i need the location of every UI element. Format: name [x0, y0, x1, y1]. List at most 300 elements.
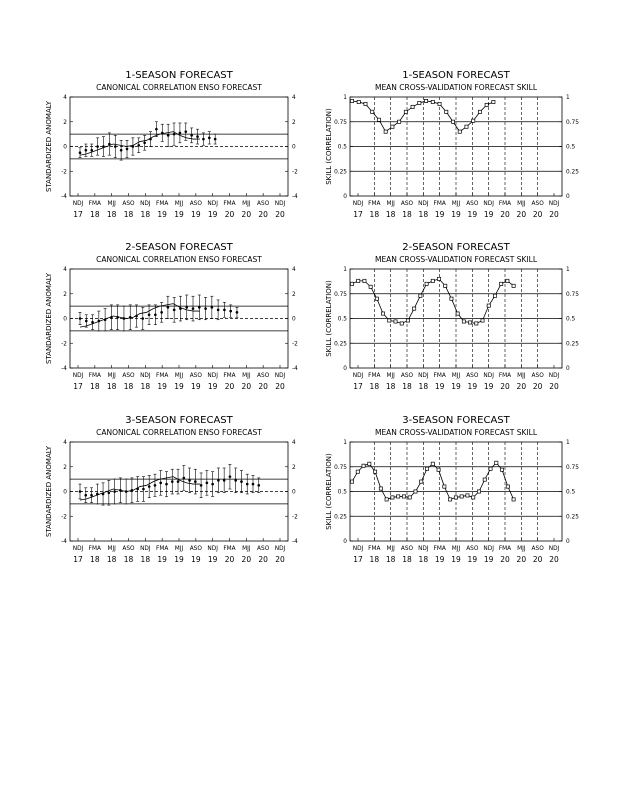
x-tick-label: NDJ — [72, 373, 84, 379]
chart-subtitle: MEAN CROSS-VALIDATION FORECAST SKILL — [374, 83, 538, 92]
x-year-label: 19 — [174, 210, 184, 219]
skill-point — [478, 110, 481, 113]
forecast-point — [85, 149, 88, 152]
chart-panel-5 — [45, 415, 298, 564]
forecast-point — [211, 483, 214, 486]
skill-point — [404, 110, 407, 113]
forecast-point — [136, 488, 139, 491]
skill-point — [500, 282, 503, 285]
forecast-point — [167, 134, 170, 137]
forecast-point — [104, 318, 107, 321]
forecast-point — [120, 149, 123, 152]
skill-point — [477, 490, 480, 493]
x-year-label: 18 — [140, 555, 151, 564]
skill-point — [460, 495, 463, 498]
x-tick-label: MJJ — [517, 373, 526, 379]
forecast-point — [204, 307, 207, 310]
y-tick-label: 0.5 — [337, 489, 347, 496]
x-tick-label: MJJ — [451, 201, 461, 207]
x-tick-label: NDJ — [72, 201, 84, 207]
x-year-label: 20 — [500, 555, 510, 564]
x-year-label: 18 — [90, 555, 100, 564]
skill-point — [466, 494, 469, 497]
x-tick-label: FMA — [88, 201, 101, 207]
y-tick-label-right: 2 — [292, 464, 296, 471]
y-tick-label: 4 — [63, 267, 67, 273]
forecast-point — [154, 313, 157, 316]
chart-title: 3-SEASON FORECAST — [125, 415, 233, 426]
x-year-label: 20 — [258, 382, 268, 391]
x-tick-label: FMA — [368, 546, 381, 552]
y-tick-label: 4 — [63, 95, 67, 101]
x-tick-label: ASO — [122, 546, 135, 552]
forecast-point — [246, 483, 249, 486]
skill-point — [397, 495, 400, 498]
forecast-point — [173, 133, 176, 136]
x-year-label: 18 — [385, 210, 396, 219]
skill-point — [506, 485, 509, 488]
observed-line — [80, 477, 200, 501]
y-tick-label-right: 0.5 — [566, 489, 576, 496]
x-tick-label: MJJ — [451, 373, 461, 379]
x-tick-label: MJJ — [517, 546, 526, 552]
x-tick-label: MJJ — [517, 201, 526, 207]
forecast-point — [206, 482, 209, 485]
y-tick-label: 0.5 — [337, 316, 347, 323]
forecast-point — [223, 309, 226, 312]
x-year-label: 20 — [549, 210, 559, 219]
y-tick-label: 1 — [343, 95, 347, 101]
x-year-label: 20 — [275, 210, 285, 219]
skill-point — [506, 279, 509, 282]
skill-point — [445, 110, 448, 113]
forecast-point — [200, 484, 203, 487]
y-tick-label-right: 0.25 — [566, 169, 579, 176]
x-tick-label: NDJ — [140, 546, 151, 552]
skill-point — [449, 498, 452, 501]
x-tick-label: NDJ — [274, 546, 286, 552]
y-tick-label-right: 0 — [292, 316, 296, 323]
x-tick-label: FMA — [156, 373, 169, 379]
x-tick-label: NDJ — [72, 546, 84, 552]
forecast-point — [177, 480, 180, 483]
forecast-point — [79, 490, 82, 493]
x-tick-label: MJJ — [386, 373, 395, 379]
forecast-point — [96, 493, 99, 496]
forecast-point — [148, 313, 151, 316]
forecast-point — [179, 307, 182, 310]
skill-point — [438, 102, 441, 105]
y-tick-label-right: -4 — [292, 366, 298, 372]
x-tick-label: ASO — [257, 546, 270, 552]
forecast-point — [125, 490, 128, 493]
forecast-point — [141, 317, 144, 320]
skill-point — [371, 110, 374, 113]
chart-title: 2-SEASON FORECAST — [402, 242, 510, 253]
forecast-point — [143, 141, 146, 144]
skill-point — [492, 100, 495, 103]
forecast-point — [240, 480, 243, 483]
y-axis-label: SKILL (CORRELATION) — [325, 280, 333, 357]
forecast-point — [149, 138, 152, 141]
y-tick-label-right: 0 — [292, 144, 296, 151]
skill-point — [413, 307, 416, 310]
x-tick-label: ASO — [400, 546, 414, 552]
x-tick-label: MJJ — [386, 546, 395, 552]
forecast-point — [229, 310, 232, 313]
y-tick-label-right: -2 — [292, 341, 298, 348]
skill-point — [495, 461, 498, 464]
skill-line — [352, 279, 514, 324]
x-tick-label: ASO — [466, 546, 479, 552]
x-year-label: 19 — [483, 210, 494, 219]
skill-point — [388, 319, 391, 322]
skill-point — [431, 462, 434, 465]
skill-point — [414, 490, 417, 493]
skill-point — [363, 279, 366, 282]
x-year-label: 19 — [434, 555, 445, 564]
y-tick-label-right: 4 — [292, 440, 296, 446]
forecast-point — [236, 311, 239, 314]
x-year-label: 20 — [516, 555, 527, 564]
skill-point — [350, 480, 353, 483]
forecast-point — [171, 480, 174, 483]
x-tick-label: FMA — [368, 373, 381, 379]
x-year-label: 18 — [402, 555, 412, 564]
x-tick-label: ASO — [257, 201, 270, 207]
x-year-label: 18 — [140, 382, 151, 391]
forecast-point — [131, 489, 134, 492]
x-tick-label: NDJ — [352, 373, 364, 379]
x-year-label: 20 — [258, 210, 268, 219]
skill-point — [489, 467, 492, 470]
y-tick-label-right: 0.25 — [566, 514, 579, 521]
x-year-label: 20 — [224, 382, 235, 391]
chart-panel-2 — [325, 70, 579, 219]
y-tick-label-right: 1 — [566, 267, 570, 273]
y-tick-label: 4 — [63, 440, 67, 446]
x-year-label: 19 — [483, 555, 494, 564]
forecast-point — [148, 485, 151, 488]
forecast-point — [155, 128, 158, 131]
chart-panel-4 — [325, 242, 579, 391]
forecast-point — [257, 484, 260, 487]
x-tick-label: NDJ — [274, 201, 286, 207]
skill-point — [451, 120, 454, 123]
y-tick-label-right: 0.5 — [566, 144, 576, 151]
forecast-point — [91, 321, 94, 324]
chart-subtitle: MEAN CROSS-VALIDATION FORECAST SKILL — [374, 428, 538, 437]
forecast-point — [79, 317, 82, 320]
x-year-label: 20 — [500, 382, 510, 391]
forecast-point — [202, 138, 205, 141]
x-year-label: 20 — [516, 210, 527, 219]
x-tick-label: MJJ — [107, 201, 116, 207]
x-year-label: 17 — [353, 555, 363, 564]
x-tick-label: FMA — [88, 373, 101, 379]
y-tick-label: 2 — [63, 119, 67, 126]
x-tick-label: NDJ — [483, 201, 494, 207]
x-tick-label: ASO — [400, 373, 414, 379]
y-tick-label: 0.75 — [334, 119, 347, 126]
chart-panel-1 — [45, 70, 298, 219]
forecast-point — [182, 477, 185, 480]
y-tick-label: 0.75 — [334, 464, 347, 471]
x-year-label: 19 — [174, 555, 184, 564]
skill-point — [362, 464, 365, 467]
x-year-label: 20 — [549, 382, 559, 391]
x-tick-label: MJJ — [107, 546, 116, 552]
x-tick-label: ASO — [400, 201, 414, 207]
x-tick-label: NDJ — [352, 201, 364, 207]
x-tick-label: FMA — [433, 373, 446, 379]
x-year-label: 19 — [451, 382, 461, 391]
x-year-label: 18 — [402, 382, 412, 391]
skill-point — [468, 321, 471, 324]
skill-point — [418, 101, 421, 104]
x-tick-label: FMA — [498, 373, 512, 379]
x-tick-label: ASO — [122, 373, 135, 379]
skill-point — [350, 99, 353, 102]
x-tick-label: NDJ — [548, 546, 560, 552]
x-tick-label: FMA — [368, 201, 381, 207]
x-year-label: 18 — [369, 210, 380, 219]
forecast-point — [102, 493, 105, 496]
forecast-point — [119, 489, 122, 492]
chart-subtitle: CANONICAL CORRELATION ENSO FORECAST — [96, 255, 262, 264]
skill-point — [462, 320, 465, 323]
forecast-point — [217, 309, 220, 312]
x-tick-label: MJJ — [451, 546, 461, 552]
x-tick-label: NDJ — [207, 546, 218, 552]
forecast-point — [108, 491, 111, 494]
y-tick-label: 0.25 — [334, 341, 347, 348]
y-tick-label-right: 1 — [566, 440, 570, 446]
skill-point — [373, 470, 376, 473]
x-year-label: 20 — [532, 382, 543, 391]
x-year-label: 19 — [191, 382, 201, 391]
y-tick-label-right: 4 — [292, 95, 296, 101]
x-year-label: 18 — [106, 382, 117, 391]
x-tick-label: MJJ — [242, 546, 251, 552]
y-tick-label: -4 — [61, 194, 67, 200]
x-year-label: 20 — [532, 555, 543, 564]
skill-point — [475, 322, 478, 325]
forecast-point — [110, 316, 113, 319]
skill-point — [443, 485, 446, 488]
y-axis-label: SKILL (CORRELATION) — [325, 453, 333, 530]
x-year-label: 20 — [241, 382, 252, 391]
x-tick-label: FMA — [223, 373, 236, 379]
x-year-label: 18 — [402, 210, 412, 219]
x-year-label: 18 — [90, 210, 100, 219]
skill-point — [431, 279, 434, 282]
y-tick-label: 0 — [63, 144, 67, 151]
skill-point — [356, 470, 359, 473]
y-tick-label: 2 — [63, 291, 67, 298]
x-year-label: 19 — [467, 555, 478, 564]
x-year-label: 19 — [157, 555, 167, 564]
x-tick-label: MJJ — [242, 373, 251, 379]
x-year-label: 20 — [258, 555, 268, 564]
forecast-point — [142, 488, 145, 491]
x-year-label: 18 — [418, 210, 429, 219]
x-year-label: 19 — [157, 210, 167, 219]
skill-point — [377, 118, 380, 121]
y-tick-label: 0.25 — [334, 514, 347, 521]
chart-panel-6 — [325, 415, 579, 564]
x-year-label: 19 — [207, 382, 218, 391]
x-tick-label: NDJ — [548, 373, 560, 379]
x-year-label: 19 — [174, 382, 184, 391]
x-tick-label: NDJ — [418, 546, 429, 552]
x-year-label: 18 — [369, 555, 380, 564]
chart-title: 1-SEASON FORECAST — [402, 70, 510, 81]
x-year-label: 19 — [467, 210, 478, 219]
y-tick-label-right: 0 — [292, 489, 296, 496]
skill-point — [385, 498, 388, 501]
forecast-point — [190, 134, 193, 137]
x-tick-label: FMA — [156, 201, 169, 207]
skill-point — [454, 496, 457, 499]
skill-point — [437, 277, 440, 280]
x-tick-label: FMA — [498, 546, 512, 552]
x-tick-label: FMA — [223, 546, 236, 552]
x-tick-label: MJJ — [386, 201, 395, 207]
skill-point — [500, 468, 503, 471]
x-year-label: 20 — [224, 555, 235, 564]
skill-point — [369, 285, 372, 288]
skill-point — [391, 496, 394, 499]
x-year-label: 17 — [353, 210, 363, 219]
x-tick-label: NDJ — [352, 546, 364, 552]
x-tick-label: ASO — [257, 373, 270, 379]
forecast-point — [167, 306, 170, 309]
y-tick-label: 1 — [343, 267, 347, 273]
forecast-point — [188, 479, 191, 482]
skill-point — [400, 322, 403, 325]
chart-subtitle: CANONICAL CORRELATION ENSO FORECAST — [96, 428, 262, 437]
x-year-label: 19 — [467, 382, 478, 391]
forecast-point — [96, 145, 99, 148]
y-tick-label: 2 — [63, 464, 67, 471]
chart-title: 2-SEASON FORECAST — [125, 242, 233, 253]
x-year-label: 18 — [385, 555, 396, 564]
y-tick-label-right: 0 — [566, 539, 570, 545]
x-tick-label: ASO — [466, 201, 479, 207]
skill-point — [357, 100, 360, 103]
forecast-point — [185, 306, 188, 309]
y-tick-label-right: 0.5 — [566, 316, 576, 323]
x-tick-label: ASO — [189, 373, 202, 379]
forecast-point — [214, 138, 217, 141]
x-tick-label: NDJ — [207, 373, 218, 379]
forecast-point — [252, 483, 255, 486]
skill-point — [394, 320, 397, 323]
x-year-label: 17 — [73, 555, 83, 564]
skill-point — [398, 120, 401, 123]
skill-point — [375, 297, 378, 300]
skill-point — [431, 100, 434, 103]
skill-point — [425, 282, 428, 285]
y-tick-label-right: -2 — [292, 514, 298, 521]
skill-point — [381, 312, 384, 315]
x-tick-label: MJJ — [174, 201, 184, 207]
forecast-point — [126, 148, 129, 151]
x-tick-label: NDJ — [548, 201, 560, 207]
skill-point — [368, 462, 371, 465]
x-year-label: 19 — [434, 382, 445, 391]
x-year-label: 20 — [275, 555, 285, 564]
y-tick-label-right: 0.75 — [566, 464, 579, 471]
y-axis-label: STANDARDIZED ANOMALY — [45, 445, 53, 538]
skill-point — [419, 294, 422, 297]
skill-point — [485, 103, 488, 106]
y-tick-label: 0 — [63, 316, 67, 323]
x-year-label: 18 — [385, 382, 396, 391]
forecast-point — [165, 483, 168, 486]
y-tick-label: 0 — [343, 539, 347, 545]
forecast-point — [114, 145, 117, 148]
x-tick-label: ASO — [531, 546, 544, 552]
x-tick-label: NDJ — [140, 373, 151, 379]
x-tick-label: ASO — [122, 201, 135, 207]
skill-point — [364, 102, 367, 105]
forecast-point — [194, 480, 197, 483]
x-tick-label: FMA — [88, 546, 101, 552]
skill-point — [483, 478, 486, 481]
observed-line — [80, 132, 200, 156]
forecast-point — [161, 132, 164, 135]
forecast-point — [173, 309, 176, 312]
forecast-point — [98, 320, 101, 323]
y-tick-label-right: 0 — [566, 366, 570, 372]
y-axis-label: STANDARDIZED ANOMALY — [45, 100, 53, 193]
forecast-point — [160, 311, 163, 314]
x-year-label: 20 — [275, 382, 285, 391]
y-axis-label: SKILL (CORRELATION) — [325, 108, 333, 185]
skill-point — [357, 279, 360, 282]
forecast-point — [108, 143, 111, 146]
x-year-label: 18 — [123, 555, 134, 564]
y-axis-label: STANDARDIZED ANOMALY — [45, 272, 53, 365]
forecast-point — [129, 316, 132, 319]
forecast-point — [123, 317, 126, 320]
forecast-point — [154, 484, 157, 487]
y-tick-label-right: -4 — [292, 539, 298, 545]
forecast-point — [137, 144, 140, 147]
y-tick-label: -2 — [61, 514, 67, 521]
y-tick-label: 0.75 — [334, 291, 347, 298]
skill-point — [437, 468, 440, 471]
forecast-point — [116, 316, 119, 319]
skill-point — [424, 99, 427, 102]
x-tick-label: NDJ — [418, 201, 429, 207]
skill-point — [487, 304, 490, 307]
x-year-label: 19 — [451, 555, 461, 564]
y-tick-label: 0 — [343, 366, 347, 372]
x-year-label: 19 — [434, 210, 445, 219]
forecast-point — [90, 149, 93, 152]
skill-point — [408, 496, 411, 499]
forecast-point — [179, 132, 182, 135]
forecast-point — [217, 479, 220, 482]
forecast-point — [85, 320, 88, 323]
y-tick-label-right: -4 — [292, 194, 298, 200]
x-year-label: 20 — [241, 555, 252, 564]
x-tick-label: MJJ — [174, 373, 184, 379]
skill-point — [450, 297, 453, 300]
